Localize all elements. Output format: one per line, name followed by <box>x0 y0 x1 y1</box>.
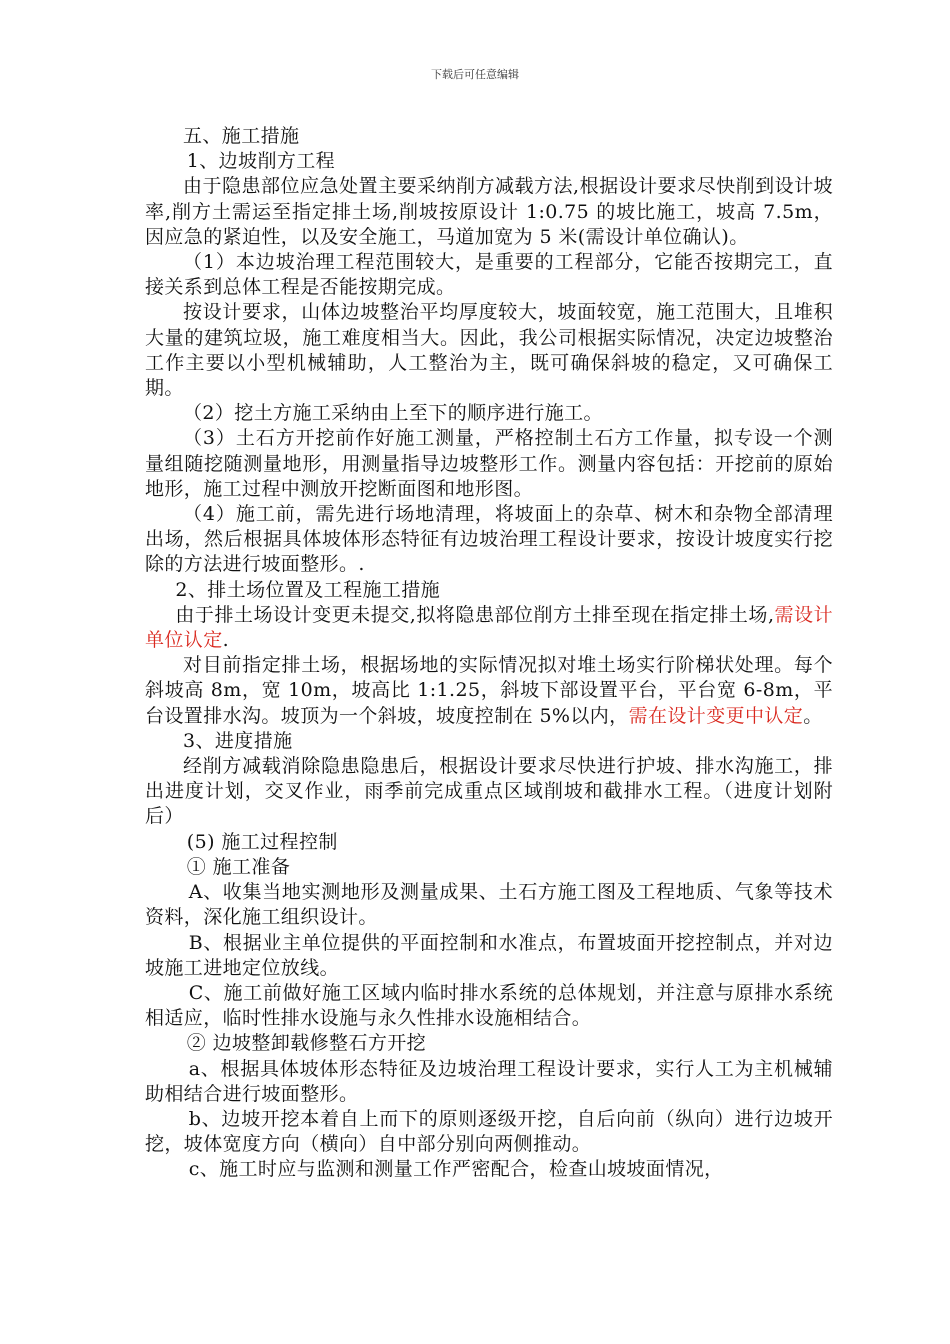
paragraph <box>145 603 833 653</box>
paragraph <box>145 578 833 603</box>
paragraph-text: 按设计要求，山体边坡整治平均厚度较大，坡面较宽，施工范围大，且堆积大量的建筑垃圾，施工难度相当大。因此，我公司根据实际情况，决定边坡整治工作主要以小型机械辅助，人工整治为主，既可确保斜坡的稳定，又可确保工期。 <box>145 301 833 400</box>
paragraph-text: （2）挖土方施工采纳由上至下的顺序进行施工。 <box>183 402 603 425</box>
paragraph-text: （3）土石方开挖前作好施工测量，严格控制土石方工作量，拟专设一个测量组随挖随测量地形，用测量指导边坡整形工作。测量内容包括：开挖前的原始地形，施工过程中测放开挖断面图和地形图。 <box>145 427 833 500</box>
paragraph-text: A、收集当地实测地形及测量成果、土石方施工图及工程地质、气象等技术资料，深化施工组织设计。 <box>145 881 833 929</box>
paragraph-text: C、施工前做好施工区域内临时排水系统的总体规划，并注意与原排水系统相适应，临时性排水设施与永久性排水设施相结合。 <box>145 981 833 1030</box>
paragraph <box>145 981 833 1031</box>
paragraph-text: 2、排土场位置及工程施工措施 <box>175 578 441 601</box>
paragraph <box>145 300 833 401</box>
paragraph <box>145 401 833 426</box>
paragraph-text: . <box>222 629 230 652</box>
document-body <box>145 124 833 1183</box>
paragraph-text: 五、施工措施 <box>183 125 300 147</box>
paragraph-text: 经削方减载消除隐患隐患后，根据设计要求尽快进行护坡、排水沟施工，排出进度计划，交叉作业，雨季前完成重点区域削坡和截排水工程。（进度计划附后） <box>145 755 833 828</box>
paragraph <box>145 855 833 880</box>
paragraph-text: （1）本边坡治理工程范围较大，是重要的工程部分，它能否按期完工，直接关系到总体工程是否能按期完成。 <box>145 251 833 299</box>
paragraph <box>145 880 833 930</box>
paragraph-text: ① 施工准备 <box>186 855 291 878</box>
paragraph-text: （4）施工前，需先进行场地清理，将坡面上的杂草、树木和杂物全部清理出场，然后根据具体坡体形态特征有边坡治理工程设计要求，按设计坡度实行挖除的方法进行坡面整形。. <box>145 503 833 576</box>
paragraph-text: 由于隐患部位应急处置主要采纳削方减载方法,根据设计要求尽快削到设计坡率,削方土需运至指定排土场,削坡按原设计 1:0.75 的坡比施工，坡高 7.5m，因应急的紧迫性，以及安全施工，马道加宽为 5 米(需设计单位确认)。 <box>145 175 833 248</box>
paragraph-text: B、根据业主单位提供的平面控制和水准点，布置坡面开挖控制点，并对边坡施工进地定位放线。 <box>145 931 833 979</box>
paragraph <box>145 931 833 981</box>
paragraph <box>145 1057 833 1107</box>
paragraph-text: 由于排土场设计变更未提交,拟将隐患部位削方土排至现在指定排土场, <box>175 603 775 626</box>
paragraph <box>145 729 833 754</box>
paragraph-text: b、边坡开挖本着自上而下的原则逐级开挖，自后向前（纵向）进行边坡开挖，坡体宽度方向（横向）自中部分别向两侧推动。 <box>145 1107 833 1156</box>
paragraph <box>145 250 833 300</box>
paragraph-text: (5) 施工过程控制 <box>186 830 338 853</box>
paragraph <box>145 426 833 502</box>
paragraph-text: 。 <box>803 704 823 727</box>
paragraph-text: 对目前指定排土场，根据场地的实际情况拟对堆土场实行阶梯状处理。每个斜坡高 8m，宽 10m，坡高比 1:1.25，斜坡下部设置平台，平台宽 6-8m，平台设置排水沟。坡顶为一个斜坡，坡度控制在 5%以内， <box>145 654 833 727</box>
paragraph <box>145 502 833 578</box>
paragraph-text: c、施工时应与监测和测量工作严密配合，检查山坡坡面情况， <box>188 1158 724 1181</box>
paragraph <box>145 174 833 250</box>
paragraph <box>145 653 833 729</box>
paragraph <box>145 1031 833 1056</box>
paragraph-text: 3、进度措施 <box>183 729 293 752</box>
page-header-note: 下载后可任意编辑 <box>431 68 519 81</box>
paragraph-text: a、根据具体坡体形态特征及边坡治理工程设计要求，实行人工为主机械辅助相结合进行坡面整形。 <box>145 1057 833 1105</box>
paragraph-text: ② 边坡整卸载修整石方开挖 <box>186 1032 427 1055</box>
paragraph <box>145 1107 833 1157</box>
highlighted-note: 需在设计变更中认定 <box>628 704 804 727</box>
paragraph-text: 1、边坡削方工程 <box>186 150 336 173</box>
paragraph <box>145 124 833 149</box>
highlighted-note: 需设计单位认定 <box>145 603 833 652</box>
paragraph <box>145 754 833 830</box>
paragraph <box>145 830 833 855</box>
paragraph <box>145 149 833 174</box>
paragraph <box>145 1157 833 1182</box>
